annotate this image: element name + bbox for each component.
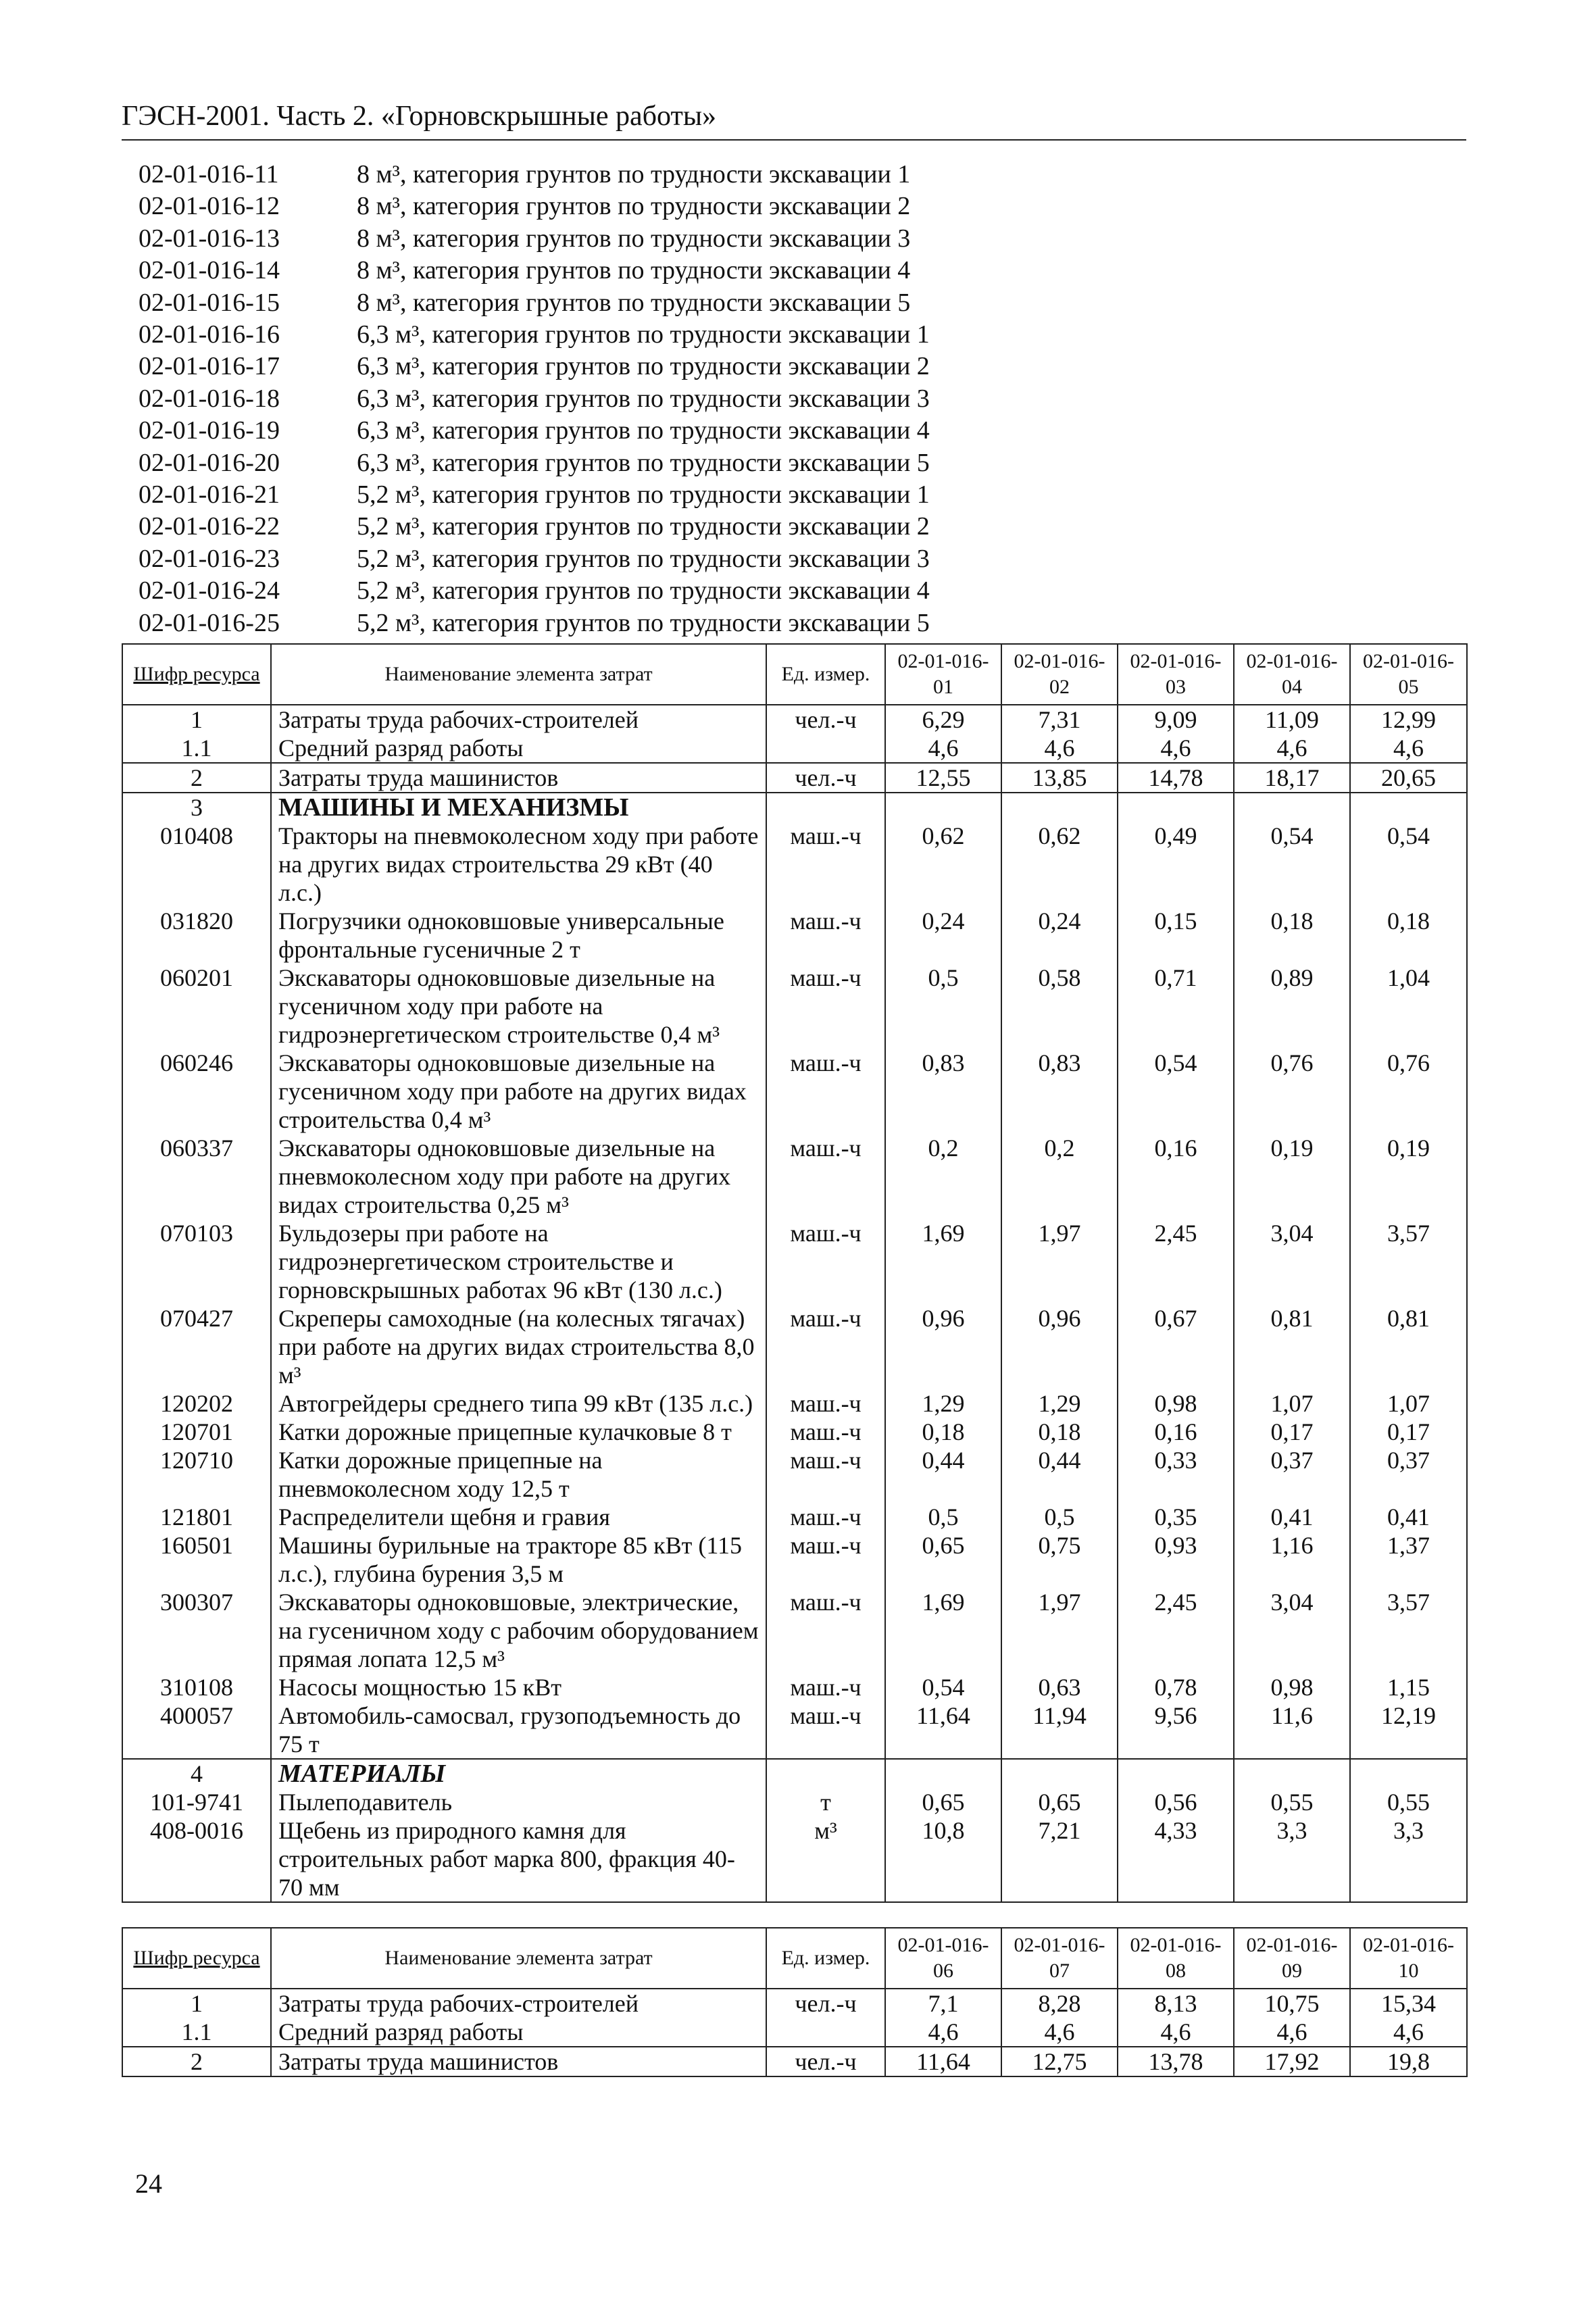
- table-row: [122, 1219, 1467, 1304]
- resource-code-cell: 060246: [122, 1049, 271, 1134]
- code-list-code: 02-01-016-13: [139, 224, 280, 253]
- value-cell: 0,17: [1234, 1418, 1350, 1446]
- cost-element-name-cell: МАТЕРИАЛЫ: [271, 1759, 766, 1788]
- value-cell: [1001, 793, 1118, 822]
- header-cost-element-name: Наименование элемента затрат: [271, 1928, 766, 1989]
- value-cell: 7,21: [1001, 1816, 1118, 1902]
- value-cell: 4,6: [1118, 2018, 1234, 2047]
- cost-element-name-cell: Экскаваторы одноковшовые дизельные на гусеничном ходу при работе на других видах строительства 0,4 м³: [271, 1049, 766, 1134]
- value-cell: 4,6: [1118, 734, 1234, 763]
- value-cell: 0,98: [1118, 1389, 1234, 1418]
- value-cell: 0,55: [1234, 1788, 1350, 1816]
- unit-cell: маш.-ч: [766, 964, 885, 1049]
- cost-element-name-cell: Распределители щебня и гравия: [271, 1503, 766, 1531]
- page-header: ГЭСН-2001. Часть 2. «Горновскрышные работы»: [122, 100, 1466, 141]
- table-row: [122, 1418, 1467, 1446]
- unit-cell: маш.-ч: [766, 822, 885, 907]
- value-cell: [1234, 793, 1350, 822]
- code-list-description: 6,3 м³, категория грунтов по трудности экскавации 1: [357, 320, 930, 349]
- value-cell: 0,44: [885, 1446, 1001, 1503]
- value-cell: 0,98: [1234, 1673, 1350, 1701]
- unit-cell: маш.-ч: [766, 1219, 885, 1304]
- value-cell: 4,6: [885, 734, 1001, 763]
- table-row: [122, 1759, 1467, 1788]
- value-cell: 0,54: [885, 1673, 1001, 1701]
- code-list-code: 02-01-016-19: [139, 416, 280, 445]
- value-cell: 0,2: [1001, 1134, 1118, 1219]
- value-cell: 0,83: [1001, 1049, 1118, 1134]
- value-cell: 3,04: [1234, 1219, 1350, 1304]
- value-cell: 4,6: [1350, 2018, 1467, 2047]
- value-cell: 3,3: [1350, 1816, 1467, 1902]
- unit-cell: м³: [766, 1816, 885, 1902]
- value-cell: 2,45: [1118, 1588, 1234, 1673]
- code-list-code: 02-01-016-15: [139, 288, 280, 317]
- code-list-description: 6,3 м³, категория грунтов по трудности экскавации 2: [357, 352, 930, 381]
- cost-element-name-cell: Тракторы на пневмоколесном ходу при работе на других видах строительства 29 кВт (40 л.с.): [271, 822, 766, 907]
- code-list-description: 6,3 м³, категория грунтов по трудности экскавации 4: [357, 416, 930, 445]
- value-cell: 0,65: [885, 1788, 1001, 1816]
- value-cell: [885, 1759, 1001, 1788]
- value-cell: 0,75: [1001, 1531, 1118, 1588]
- table-row: [122, 907, 1467, 964]
- code-list-code: 02-01-016-21: [139, 480, 280, 509]
- resource-code-cell: 1.1: [122, 2018, 271, 2047]
- header-norm-code: 02-01-016-01: [885, 644, 1001, 705]
- value-cell: 9,56: [1118, 1701, 1234, 1759]
- code-list-item: [139, 575, 930, 607]
- code-list-item: [139, 607, 930, 639]
- value-cell: 7,1: [885, 1989, 1001, 2018]
- value-cell: 13,78: [1118, 2047, 1234, 2076]
- value-cell: 6,29: [885, 705, 1001, 734]
- value-cell: 8,28: [1001, 1989, 1118, 2018]
- cost-element-name-cell: Катки дорожные прицепные на пневмоколесном ходу 12,5 т: [271, 1446, 766, 1503]
- cost-element-name-cell: Погрузчики одноковшовые универсальные фронтальные гусеничные 2 т: [271, 907, 766, 964]
- value-cell: 1,69: [885, 1219, 1001, 1304]
- value-cell: 12,55: [885, 763, 1001, 793]
- resource-code-cell: 010408: [122, 822, 271, 907]
- code-list-code: 02-01-016-14: [139, 256, 280, 285]
- cost-element-name-cell: Затраты труда машинистов: [271, 763, 766, 793]
- value-cell: 1,15: [1350, 1673, 1467, 1701]
- value-cell: 0,18: [1350, 907, 1467, 964]
- value-cell: 0,58: [1001, 964, 1118, 1049]
- value-cell: 1,69: [885, 1588, 1001, 1673]
- value-cell: 8,13: [1118, 1989, 1234, 2018]
- resource-code-cell: 101-9741: [122, 1788, 271, 1816]
- table-row: [122, 1989, 1467, 2018]
- table-row: [122, 705, 1467, 734]
- cost-element-name-cell: Затраты труда машинистов: [271, 2047, 766, 2076]
- table-row: [122, 822, 1467, 907]
- unit-cell: маш.-ч: [766, 1588, 885, 1673]
- value-cell: 0,96: [1001, 1304, 1118, 1389]
- norm-table-2: [122, 1927, 1468, 2077]
- value-cell: 9,09: [1118, 705, 1234, 734]
- cost-element-name-cell: Насосы мощностью 15 кВт: [271, 1673, 766, 1701]
- cost-element-name-cell: Затраты труда рабочих-строителей: [271, 1989, 766, 2018]
- table-header-row: [122, 644, 1467, 705]
- value-cell: 0,24: [885, 907, 1001, 964]
- value-cell: 0,18: [885, 1418, 1001, 1446]
- cost-element-name-cell: Машины бурильные на тракторе 85 кВт (115 л.с.), глубина бурения 3,5 м: [271, 1531, 766, 1588]
- value-cell: 0,54: [1118, 1049, 1234, 1134]
- cost-element-name-cell: Щебень из природного камня для строительных работ марка 800, фракция 40-70 мм: [271, 1816, 766, 1902]
- value-cell: 10,8: [885, 1816, 1001, 1902]
- code-list-code: 02-01-016-11: [139, 160, 279, 189]
- value-cell: 1,97: [1001, 1588, 1118, 1673]
- code-list-description: 8 м³, категория грунтов по трудности экскавации 2: [357, 192, 911, 221]
- unit-cell: [766, 793, 885, 822]
- code-list-item: [139, 383, 930, 415]
- header-resource-code: Шифр ресурса: [122, 1928, 271, 1989]
- resource-code-cell: 2: [122, 2047, 271, 2076]
- value-cell: 18,17: [1234, 763, 1350, 793]
- value-cell: 0,71: [1118, 964, 1234, 1049]
- norm-table-1: [122, 643, 1468, 1903]
- code-list-item: [139, 191, 930, 222]
- value-cell: 20,65: [1350, 763, 1467, 793]
- table-row: [122, 1446, 1467, 1503]
- value-cell: 4,6: [885, 2018, 1001, 2047]
- code-list-description: 5,2 м³, категория грунтов по трудности экскавации 5: [357, 608, 930, 637]
- cost-element-name-cell: Пылеподавитель: [271, 1788, 766, 1816]
- code-list-code: 02-01-016-16: [139, 320, 280, 349]
- value-cell: 3,57: [1350, 1588, 1467, 1673]
- table-row: [122, 964, 1467, 1049]
- value-cell: 3,57: [1350, 1219, 1467, 1304]
- value-cell: 0,67: [1118, 1304, 1234, 1389]
- value-cell: 0,54: [1350, 822, 1467, 907]
- value-cell: 1,29: [1001, 1389, 1118, 1418]
- resource-code-cell: 408-0016: [122, 1816, 271, 1902]
- table-row: [122, 1788, 1467, 1816]
- value-cell: 0,44: [1001, 1446, 1118, 1503]
- value-cell: 0,81: [1350, 1304, 1467, 1389]
- unit-cell: [766, 734, 885, 763]
- value-cell: 17,92: [1234, 2047, 1350, 2076]
- cost-element-name-cell: Экскаваторы одноковшовые дизельные на пневмоколесном ходу при работе на других видах строительства 0,25 м³: [271, 1134, 766, 1219]
- unit-cell: [766, 2018, 885, 2047]
- table-row: [122, 1588, 1467, 1673]
- value-cell: [1118, 793, 1234, 822]
- value-cell: 19,8: [1350, 2047, 1467, 2076]
- value-cell: 0,65: [1001, 1788, 1118, 1816]
- resource-code-cell: 070103: [122, 1219, 271, 1304]
- value-cell: 0,2: [885, 1134, 1001, 1219]
- value-cell: 0,89: [1234, 964, 1350, 1049]
- resource-code-cell: 3: [122, 793, 271, 822]
- code-list-code: 02-01-016-12: [139, 192, 280, 221]
- value-cell: 13,85: [1001, 763, 1118, 793]
- value-cell: 11,6: [1234, 1701, 1350, 1759]
- cost-element-name-cell: МАШИНЫ И МЕХАНИЗМЫ: [271, 793, 766, 822]
- header-cost-element-name: Наименование элемента затрат: [271, 644, 766, 705]
- code-list-item: [139, 159, 930, 191]
- resource-code-cell: 400057: [122, 1701, 271, 1759]
- value-cell: [1001, 1759, 1118, 1788]
- header-norm-code: 02-01-016-08: [1118, 1928, 1234, 1989]
- page-number: 24: [135, 2168, 162, 2199]
- table-row: [122, 1673, 1467, 1701]
- value-cell: 0,37: [1234, 1446, 1350, 1503]
- value-cell: 0,62: [885, 822, 1001, 907]
- code-list-item: [139, 447, 930, 479]
- code-list-item: [139, 415, 930, 447]
- cost-element-name-cell: Экскаваторы одноковшовые дизельные на гусеничном ходу при работе на гидроэнергетическом строительстве 0,4 м³: [271, 964, 766, 1049]
- cost-element-name-cell: Скреперы самоходные (на колесных тягачах) при работе на других видах строительства 8,0 м³: [271, 1304, 766, 1389]
- table-row: [122, 1531, 1467, 1588]
- value-cell: 4,33: [1118, 1816, 1234, 1902]
- value-cell: 2,45: [1118, 1219, 1234, 1304]
- code-list-description: 5,2 м³, категория грунтов по трудности экскавации 3: [357, 544, 930, 573]
- unit-cell: чел.-ч: [766, 763, 885, 793]
- value-cell: 0,54: [1234, 822, 1350, 907]
- resource-code-cell: 121801: [122, 1503, 271, 1531]
- code-list-description: 8 м³, категория грунтов по трудности экскавации 5: [357, 288, 911, 317]
- value-cell: 0,18: [1234, 907, 1350, 964]
- value-cell: 0,17: [1350, 1418, 1467, 1446]
- table-row: [122, 763, 1467, 793]
- header-norm-code: 02-01-016-03: [1118, 644, 1234, 705]
- header-norm-code: 02-01-016-09: [1234, 1928, 1350, 1989]
- resource-code-cell: 4: [122, 1759, 271, 1788]
- code-list-description: 8 м³, категория грунтов по трудности экскавации 1: [357, 160, 911, 189]
- value-cell: [1350, 793, 1467, 822]
- header-norm-code: 02-01-016-02: [1001, 644, 1118, 705]
- value-cell: 0,49: [1118, 822, 1234, 907]
- header-unit: Ед. измер.: [766, 644, 885, 705]
- resource-code-cell: 120710: [122, 1446, 271, 1503]
- value-cell: 0,78: [1118, 1673, 1234, 1701]
- resource-code-cell: 060201: [122, 964, 271, 1049]
- value-cell: 3,3: [1234, 1816, 1350, 1902]
- code-list-description: 6,3 м³, категория грунтов по трудности экскавации 3: [357, 384, 930, 413]
- value-cell: 0,56: [1118, 1788, 1234, 1816]
- code-list-description: 6,3 м³, категория грунтов по трудности экскавации 5: [357, 448, 930, 477]
- unit-cell: маш.-ч: [766, 1304, 885, 1389]
- table-row: [122, 1304, 1467, 1389]
- resource-code-cell: 070427: [122, 1304, 271, 1389]
- table-row: [122, 1701, 1467, 1759]
- unit-cell: маш.-ч: [766, 1701, 885, 1759]
- cost-element-name-cell: Автогрейдеры среднего типа 99 кВт (135 л.с.): [271, 1389, 766, 1418]
- value-cell: 0,93: [1118, 1531, 1234, 1588]
- value-cell: 15,34: [1350, 1989, 1467, 2018]
- unit-cell: маш.-ч: [766, 1446, 885, 1503]
- cost-element-name-cell: Средний разряд работы: [271, 2018, 766, 2047]
- table-row: [122, 1134, 1467, 1219]
- value-cell: 11,64: [885, 1701, 1001, 1759]
- code-list-description: 5,2 м³, категория грунтов по трудности экскавации 1: [357, 480, 930, 509]
- value-cell: 0,65: [885, 1531, 1001, 1588]
- value-cell: 14,78: [1118, 763, 1234, 793]
- value-cell: 0,35: [1118, 1503, 1234, 1531]
- value-cell: 1,37: [1350, 1531, 1467, 1588]
- unit-cell: чел.-ч: [766, 705, 885, 734]
- code-list-item: [139, 287, 930, 319]
- header-norm-code: 02-01-016-05: [1350, 644, 1467, 705]
- unit-cell: чел.-ч: [766, 2047, 885, 2076]
- table-row: [122, 1389, 1467, 1418]
- cost-element-name-cell: Средний разряд работы: [271, 734, 766, 763]
- code-list-code: 02-01-016-18: [139, 384, 280, 413]
- code-list-description: 5,2 м³, категория грунтов по трудности экскавации 4: [357, 576, 930, 605]
- value-cell: 11,09: [1234, 705, 1350, 734]
- table-row: [122, 2018, 1467, 2047]
- value-cell: 0,76: [1234, 1049, 1350, 1134]
- header-resource-code: Шифр ресурса: [122, 644, 271, 705]
- unit-cell: чел.-ч: [766, 1989, 885, 2018]
- value-cell: 0,37: [1350, 1446, 1467, 1503]
- value-cell: 0,81: [1234, 1304, 1350, 1389]
- value-cell: 0,96: [885, 1304, 1001, 1389]
- header-norm-code: 02-01-016-07: [1001, 1928, 1118, 1989]
- value-cell: [1234, 1759, 1350, 1788]
- table-header-row: [122, 1928, 1467, 1989]
- value-cell: 0,55: [1350, 1788, 1467, 1816]
- code-list-code: 02-01-016-23: [139, 544, 280, 573]
- table-row: [122, 2047, 1467, 2076]
- value-cell: 12,75: [1001, 2047, 1118, 2076]
- value-cell: 0,15: [1118, 907, 1234, 964]
- value-cell: 0,16: [1118, 1418, 1234, 1446]
- cost-element-name-cell: Бульдозеры при работе на гидроэнергетическом строительстве и горновскрышных работах 96 кВт (130 л.с.): [271, 1219, 766, 1304]
- value-cell: 0,33: [1118, 1446, 1234, 1503]
- code-list: [139, 159, 930, 639]
- code-list-code: 02-01-016-20: [139, 448, 280, 477]
- unit-cell: т: [766, 1788, 885, 1816]
- value-cell: 0,18: [1001, 1418, 1118, 1446]
- unit-cell: маш.-ч: [766, 1134, 885, 1219]
- header-norm-code: 02-01-016-06: [885, 1928, 1001, 1989]
- unit-cell: маш.-ч: [766, 1389, 885, 1418]
- value-cell: [885, 793, 1001, 822]
- resource-code-cell: 310108: [122, 1673, 271, 1701]
- value-cell: 0,19: [1350, 1134, 1467, 1219]
- value-cell: [1350, 1759, 1467, 1788]
- value-cell: 1,29: [885, 1389, 1001, 1418]
- value-cell: 0,5: [885, 1503, 1001, 1531]
- code-list-item: [139, 543, 930, 575]
- resource-code-cell: 1.1: [122, 734, 271, 763]
- value-cell: 0,16: [1118, 1134, 1234, 1219]
- value-cell: 0,19: [1234, 1134, 1350, 1219]
- resource-code-cell: 160501: [122, 1531, 271, 1588]
- resource-code-cell: 060337: [122, 1134, 271, 1219]
- resource-code-cell: 1: [122, 705, 271, 734]
- table-row: [122, 734, 1467, 763]
- code-list-item: [139, 511, 930, 543]
- value-cell: 1,16: [1234, 1531, 1350, 1588]
- resource-code-cell: 300307: [122, 1588, 271, 1673]
- value-cell: 1,04: [1350, 964, 1467, 1049]
- unit-cell: маш.-ч: [766, 1673, 885, 1701]
- code-list-description: 8 м³, категория грунтов по трудности экскавации 4: [357, 256, 911, 285]
- resource-code-cell: 120202: [122, 1389, 271, 1418]
- value-cell: 0,41: [1234, 1503, 1350, 1531]
- unit-cell: [766, 1759, 885, 1788]
- cost-element-name-cell: Экскаваторы одноковшовые, электрические, на гусеничном ходу с рабочим оборудованием прямая лопата 12,5 м³: [271, 1588, 766, 1673]
- value-cell: 0,76: [1350, 1049, 1467, 1134]
- value-cell: [1118, 1759, 1234, 1788]
- code-list-item: [139, 255, 930, 287]
- unit-cell: маш.-ч: [766, 1531, 885, 1588]
- resource-code-cell: 120701: [122, 1418, 271, 1446]
- cost-element-name-cell: Катки дорожные прицепные кулачковые 8 т: [271, 1418, 766, 1446]
- value-cell: 1,07: [1234, 1389, 1350, 1418]
- value-cell: 0,24: [1001, 907, 1118, 964]
- code-list-code: 02-01-016-25: [139, 608, 280, 637]
- code-list-code: 02-01-016-22: [139, 512, 280, 541]
- header-unit: Ед. измер.: [766, 1928, 885, 1989]
- unit-cell: маш.-ч: [766, 907, 885, 964]
- cost-element-name-cell: Автомобиль-самосвал, грузоподъемность до 75 т: [271, 1701, 766, 1759]
- value-cell: 1,97: [1001, 1219, 1118, 1304]
- code-list-item: [139, 351, 930, 382]
- value-cell: 0,41: [1350, 1503, 1467, 1531]
- value-cell: 7,31: [1001, 705, 1118, 734]
- table-row: [122, 1816, 1467, 1902]
- value-cell: 4,6: [1001, 2018, 1118, 2047]
- unit-cell: маш.-ч: [766, 1503, 885, 1531]
- value-cell: 1,07: [1350, 1389, 1467, 1418]
- value-cell: 0,5: [1001, 1503, 1118, 1531]
- code-list-code: 02-01-016-24: [139, 576, 280, 605]
- table-row: [122, 793, 1467, 822]
- code-list-description: 8 м³, категория грунтов по трудности экскавации 3: [357, 224, 911, 253]
- value-cell: 0,62: [1001, 822, 1118, 907]
- value-cell: 4,6: [1234, 734, 1350, 763]
- value-cell: 0,83: [885, 1049, 1001, 1134]
- header-norm-code: 02-01-016-04: [1234, 644, 1350, 705]
- value-cell: 0,5: [885, 964, 1001, 1049]
- value-cell: 12,19: [1350, 1701, 1467, 1759]
- table-row: [122, 1049, 1467, 1134]
- value-cell: 11,64: [885, 2047, 1001, 2076]
- resource-code-cell: 1: [122, 1989, 271, 2018]
- code-list-item: [139, 479, 930, 511]
- value-cell: 4,6: [1001, 734, 1118, 763]
- unit-cell: маш.-ч: [766, 1049, 885, 1134]
- value-cell: 11,94: [1001, 1701, 1118, 1759]
- value-cell: 10,75: [1234, 1989, 1350, 2018]
- header-norm-code: 02-01-016-10: [1350, 1928, 1467, 1989]
- value-cell: 3,04: [1234, 1588, 1350, 1673]
- cost-element-name-cell: Затраты труда рабочих-строителей: [271, 705, 766, 734]
- value-cell: 4,6: [1234, 2018, 1350, 2047]
- code-list-code: 02-01-016-17: [139, 352, 280, 381]
- unit-cell: маш.-ч: [766, 1418, 885, 1446]
- resource-code-cell: 031820: [122, 907, 271, 964]
- value-cell: 12,99: [1350, 705, 1467, 734]
- table-row: [122, 1503, 1467, 1531]
- code-list-item: [139, 223, 930, 255]
- code-list-description: 5,2 м³, категория грунтов по трудности экскавации 2: [357, 512, 930, 541]
- resource-code-cell: 2: [122, 763, 271, 793]
- code-list-item: [139, 319, 930, 351]
- value-cell: 0,63: [1001, 1673, 1118, 1701]
- value-cell: 4,6: [1350, 734, 1467, 763]
